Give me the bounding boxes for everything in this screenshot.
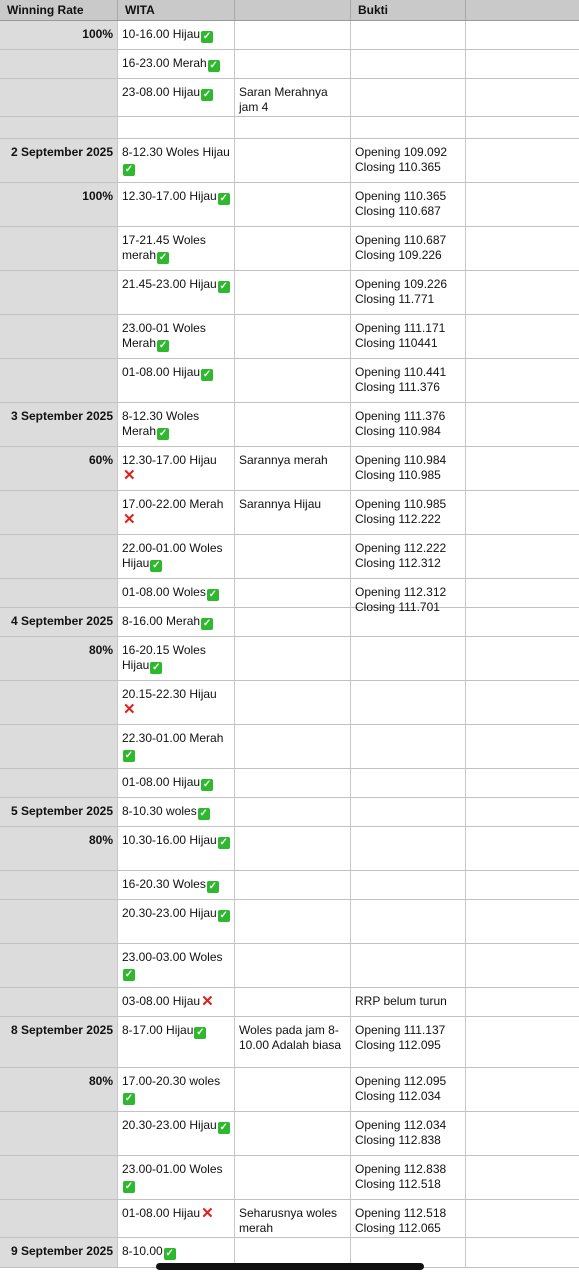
bukti-cell-text: Opening 112.838 Closing 112.518 bbox=[355, 1162, 447, 1191]
notes-cell[interactable] bbox=[235, 725, 351, 768]
bukti-cell[interactable] bbox=[351, 79, 466, 116]
check-mark-icon: ✓ bbox=[219, 281, 228, 292]
bukti-cell[interactable] bbox=[351, 871, 466, 899]
bukti-cell[interactable] bbox=[351, 315, 466, 358]
bukti-cell[interactable] bbox=[351, 1156, 466, 1199]
winning-rate-cell-text: 100% bbox=[82, 189, 113, 203]
bukti-cell[interactable] bbox=[351, 491, 466, 534]
wita-cell-text: 01-08.00 Woles bbox=[122, 585, 206, 599]
check-mark-icon: ✓ bbox=[158, 340, 168, 351]
wita-cell[interactable] bbox=[118, 944, 235, 987]
wita-cell[interactable] bbox=[118, 1112, 235, 1155]
winning-rate-cell[interactable] bbox=[0, 798, 118, 826]
wita-cell[interactable] bbox=[118, 900, 235, 943]
notes-cell[interactable] bbox=[235, 403, 351, 446]
notes-cell[interactable] bbox=[235, 798, 351, 826]
winning-rate-cell[interactable] bbox=[0, 447, 118, 490]
bukti-cell[interactable] bbox=[351, 681, 466, 724]
notes-cell[interactable] bbox=[235, 637, 351, 680]
check-mark-icon: ✓ bbox=[219, 193, 228, 204]
notes-cell[interactable] bbox=[235, 769, 351, 797]
wita-cell-text: 01-08.00 Hijau bbox=[122, 775, 201, 789]
notes-cell[interactable] bbox=[235, 535, 351, 578]
wita-cell[interactable] bbox=[118, 403, 235, 446]
bukti-cell[interactable] bbox=[351, 21, 466, 49]
winning-rate-cell-text: 3 September 2025 bbox=[10, 409, 113, 423]
table-row bbox=[0, 403, 579, 447]
check-mark-icon: ✓ bbox=[124, 1093, 134, 1104]
table-row bbox=[0, 1156, 579, 1200]
wita-cell[interactable] bbox=[118, 1068, 235, 1111]
empty-cell[interactable] bbox=[466, 227, 579, 270]
wita-cell[interactable] bbox=[118, 1200, 235, 1237]
empty-cell[interactable] bbox=[466, 183, 579, 226]
empty-cell[interactable] bbox=[466, 725, 579, 768]
table-row bbox=[0, 579, 579, 614]
empty-cell[interactable] bbox=[466, 1238, 579, 1267]
table-row bbox=[0, 359, 579, 403]
empty-cell[interactable] bbox=[466, 359, 579, 402]
wita-cell-text: 23.00-01.00 Woles bbox=[122, 1162, 223, 1176]
bukti-cell[interactable] bbox=[351, 535, 466, 578]
empty-cell[interactable] bbox=[466, 117, 579, 138]
wita-cell-text: 8-16.00 Merah bbox=[122, 614, 201, 628]
wita-cell-text: 12.30-17.00 Hijau bbox=[122, 453, 217, 467]
bukti-cell[interactable] bbox=[351, 608, 466, 636]
notes-cell[interactable] bbox=[235, 1068, 351, 1111]
notes-cell[interactable] bbox=[235, 827, 351, 870]
notes-cell-text: Sarannya Hijau bbox=[239, 497, 322, 511]
bukti-cell[interactable] bbox=[351, 117, 466, 138]
wita-cell-text: 20.30-23.00 Hijau bbox=[122, 1118, 217, 1132]
cross-mark-icon: ✕ bbox=[201, 993, 214, 1010]
empty-cell[interactable] bbox=[466, 1068, 579, 1111]
winning-rate-cell-text: 4 September 2025 bbox=[10, 614, 113, 628]
wita-cell-text: 22.00-01.00 Woles Hijau bbox=[122, 541, 223, 570]
wita-cell-text: 01-08.00 Hijau bbox=[122, 365, 201, 379]
table-row bbox=[0, 900, 579, 944]
wita-cell-text: 01-08.00 Hijau bbox=[122, 1206, 201, 1220]
wita-cell[interactable] bbox=[118, 50, 235, 78]
wita-cell-text: 17.00-20.30 woles bbox=[122, 1074, 221, 1088]
winning-rate-cell[interactable] bbox=[0, 900, 118, 943]
wita-cell-text: 20.15-22.30 Hijau bbox=[122, 687, 217, 701]
wita-cell-text: 03-08.00 Hijau bbox=[122, 994, 201, 1008]
notes-cell[interactable] bbox=[235, 271, 351, 314]
empty-cell[interactable] bbox=[466, 900, 579, 943]
wita-cell[interactable] bbox=[118, 271, 235, 314]
check-mark-icon: ✓ bbox=[196, 1027, 205, 1038]
table-row bbox=[0, 79, 579, 117]
wita-cell-text: 23.00-03.00 Woles bbox=[122, 950, 223, 964]
empty-cell[interactable] bbox=[466, 50, 579, 78]
check-mark-icon: ✓ bbox=[202, 31, 212, 42]
winning-rate-cell[interactable] bbox=[0, 1238, 118, 1267]
check-mark-icon: ✓ bbox=[209, 60, 218, 71]
bukti-cell[interactable] bbox=[351, 1200, 466, 1237]
header-winning-rate[interactable]: Winning Rate bbox=[0, 0, 118, 20]
notes-cell[interactable] bbox=[235, 1156, 351, 1199]
wita-cell[interactable] bbox=[118, 139, 235, 182]
notes-cell[interactable] bbox=[235, 871, 351, 899]
winning-rate-cell-text: 8 September 2025 bbox=[10, 1023, 113, 1037]
check-mark-icon: ✓ bbox=[202, 618, 212, 629]
bukti-cell-text: Opening 112.518 Closing 112.065 bbox=[355, 1206, 447, 1235]
wita-cell-text: 16-20.15 Woles Hijau bbox=[122, 643, 206, 672]
notes-cell[interactable] bbox=[235, 608, 351, 636]
winning-rate-cell[interactable] bbox=[0, 608, 118, 636]
notes-cell[interactable] bbox=[235, 1200, 351, 1237]
bukti-cell[interactable] bbox=[351, 637, 466, 680]
table-row bbox=[0, 1068, 579, 1112]
wita-cell[interactable] bbox=[118, 359, 235, 402]
wita-cell-text: 23.00-01 Woles Merah bbox=[122, 321, 206, 350]
winning-rate-cell[interactable] bbox=[0, 1017, 118, 1067]
wita-cell-text: 16-20.30 Woles bbox=[122, 877, 206, 891]
table-row bbox=[0, 117, 579, 139]
winning-rate-cell[interactable] bbox=[0, 403, 118, 446]
winning-rate-cell[interactable] bbox=[0, 827, 118, 870]
bukti-cell[interactable] bbox=[351, 988, 466, 1016]
notes-cell[interactable] bbox=[235, 315, 351, 358]
notes-cell[interactable] bbox=[235, 139, 351, 182]
empty-cell[interactable] bbox=[466, 491, 579, 534]
bukti-cell[interactable] bbox=[351, 1017, 466, 1067]
wita-cell[interactable] bbox=[118, 637, 235, 680]
winning-rate-cell[interactable] bbox=[0, 988, 118, 1016]
cross-mark-icon: ✕ bbox=[123, 511, 136, 528]
winning-rate-cell-text: 60% bbox=[88, 453, 113, 467]
empty-cell[interactable] bbox=[466, 827, 579, 870]
table-row bbox=[0, 491, 579, 535]
winning-rate-cell[interactable] bbox=[0, 535, 118, 578]
bukti-cell-text: Opening 109.092 Closing 110.365 bbox=[355, 145, 448, 174]
winning-rate-cell[interactable] bbox=[0, 944, 118, 987]
cross-mark-icon: ✕ bbox=[201, 1205, 214, 1222]
winning-rate-cell[interactable] bbox=[0, 359, 118, 402]
empty-cell[interactable] bbox=[466, 271, 579, 314]
winning-rate-cell-text: 9 September 2025 bbox=[10, 1244, 113, 1258]
wita-cell-text: 22.30-01.00 Merah bbox=[122, 731, 224, 745]
check-mark-icon: ✓ bbox=[202, 779, 212, 790]
notes-cell-text: Sarannya merah bbox=[239, 453, 328, 467]
empty-cell[interactable] bbox=[466, 769, 579, 797]
wita-cell[interactable] bbox=[118, 491, 235, 534]
wita-cell-text: 20.30-23.00 Hijau bbox=[122, 906, 217, 920]
bukti-cell-text: Opening 112.222 Closing 112.312 bbox=[355, 541, 447, 570]
empty-cell[interactable] bbox=[466, 944, 579, 987]
wita-cell[interactable] bbox=[118, 79, 235, 116]
table-row bbox=[0, 183, 579, 227]
empty-cell[interactable] bbox=[466, 681, 579, 724]
bukti-cell-text: Opening 111.171 Closing 110441 bbox=[355, 321, 446, 350]
winning-rate-cell[interactable] bbox=[0, 491, 118, 534]
empty-cell[interactable] bbox=[466, 403, 579, 446]
wita-cell[interactable] bbox=[118, 1017, 235, 1067]
bukti-cell[interactable] bbox=[351, 50, 466, 78]
empty-cell[interactable] bbox=[466, 139, 579, 182]
bukti-cell-text: Opening 112.312 Closing 111.701 bbox=[355, 585, 447, 614]
empty-cell[interactable] bbox=[466, 535, 579, 578]
table-row bbox=[0, 1200, 579, 1238]
bukti-cell[interactable] bbox=[351, 944, 466, 987]
check-mark-icon: ✓ bbox=[199, 808, 208, 819]
winning-rate-cell[interactable] bbox=[0, 50, 118, 78]
winning-rate-cell[interactable] bbox=[0, 183, 118, 226]
table-row bbox=[0, 227, 579, 271]
winning-rate-cell[interactable] bbox=[0, 21, 118, 49]
wita-cell[interactable] bbox=[118, 183, 235, 226]
wita-cell[interactable] bbox=[118, 315, 235, 358]
bukti-cell-text: Opening 109.226 Closing 11.771 bbox=[355, 277, 448, 306]
header-wita[interactable]: WITA bbox=[118, 0, 235, 20]
check-mark-icon: ✓ bbox=[124, 969, 134, 980]
empty-cell[interactable] bbox=[466, 79, 579, 116]
winning-rate-cell[interactable] bbox=[0, 579, 118, 607]
bukti-cell[interactable] bbox=[351, 359, 466, 402]
table-row bbox=[0, 21, 579, 50]
table-row bbox=[0, 447, 579, 491]
notes-cell[interactable] bbox=[235, 50, 351, 78]
wita-cell[interactable] bbox=[118, 535, 235, 578]
bukti-cell-text: Opening 111.376 Closing 110.984 bbox=[355, 409, 446, 438]
table-row bbox=[0, 725, 579, 769]
winning-rate-cell[interactable] bbox=[0, 681, 118, 724]
notes-cell[interactable] bbox=[235, 1112, 351, 1155]
bukti-cell[interactable] bbox=[351, 769, 466, 797]
table-row bbox=[0, 1112, 579, 1156]
wita-cell[interactable] bbox=[118, 21, 235, 49]
table-row bbox=[0, 681, 579, 725]
table-row bbox=[0, 769, 579, 798]
notes-cell[interactable] bbox=[235, 117, 351, 138]
wita-cell[interactable] bbox=[118, 988, 235, 1016]
wita-cell[interactable] bbox=[118, 769, 235, 797]
wita-cell-text: 8-10.30 woles bbox=[122, 804, 197, 818]
wita-cell-text: 17-21.45 Woles merah bbox=[122, 233, 206, 262]
check-mark-icon: ✓ bbox=[152, 662, 161, 673]
empty-cell[interactable] bbox=[466, 798, 579, 826]
table-row bbox=[0, 1017, 579, 1068]
empty-cell[interactable] bbox=[466, 988, 579, 1016]
check-mark-icon: ✓ bbox=[219, 837, 228, 848]
winning-rate-cell[interactable] bbox=[0, 637, 118, 680]
bukti-cell[interactable] bbox=[351, 579, 466, 614]
wita-cell-text: 17.00-22.00 Merah bbox=[122, 497, 224, 511]
bukti-cell[interactable] bbox=[351, 227, 466, 270]
check-mark-icon: ✓ bbox=[124, 164, 134, 175]
empty-cell[interactable] bbox=[466, 579, 579, 607]
table-row bbox=[0, 637, 579, 681]
wita-cell-text: 12.30-17.00 Hijau bbox=[122, 189, 217, 203]
header-extra[interactable] bbox=[466, 0, 579, 20]
wita-cell-text: 10-16.00 Hijau bbox=[122, 27, 201, 41]
notes-cell[interactable] bbox=[235, 183, 351, 226]
wita-cell-text: 8-10.00 bbox=[122, 1244, 163, 1258]
notes-cell[interactable] bbox=[235, 579, 351, 607]
winning-rate-cell[interactable] bbox=[0, 227, 118, 270]
notes-cell[interactable] bbox=[235, 491, 351, 534]
notes-cell[interactable] bbox=[235, 681, 351, 724]
wita-cell[interactable] bbox=[118, 1156, 235, 1199]
bukti-cell[interactable] bbox=[351, 403, 466, 446]
empty-cell[interactable] bbox=[466, 315, 579, 358]
notes-cell-text: Woles pada jam 8-10.00 Adalah biasa bbox=[239, 1023, 342, 1052]
winning-rate-cell[interactable] bbox=[0, 315, 118, 358]
bukti-cell[interactable] bbox=[351, 447, 466, 490]
winning-rate-cell[interactable] bbox=[0, 117, 118, 138]
winning-rate-cell-text: 5 September 2025 bbox=[10, 804, 113, 818]
bukti-cell[interactable] bbox=[351, 725, 466, 768]
bukti-cell-text: Opening 110.984 Closing 110.985 bbox=[355, 453, 447, 482]
empty-cell[interactable] bbox=[466, 1200, 579, 1237]
table-row bbox=[0, 315, 579, 359]
wita-cell-text: 21.45-23.00 Hijau bbox=[122, 277, 217, 291]
bukti-cell[interactable] bbox=[351, 827, 466, 870]
empty-cell[interactable] bbox=[466, 1017, 579, 1067]
bukti-cell-text: RRP belum turun bbox=[355, 994, 447, 1008]
notes-cell-text: Seharusnya woles merah bbox=[239, 1206, 338, 1235]
notes-cell[interactable] bbox=[235, 944, 351, 987]
table-row bbox=[0, 50, 579, 79]
winning-rate-cell-text: 80% bbox=[88, 643, 113, 657]
winning-rate-cell[interactable] bbox=[0, 1156, 118, 1199]
winning-rate-cell[interactable] bbox=[0, 769, 118, 797]
winning-rate-cell[interactable] bbox=[0, 871, 118, 899]
notes-cell[interactable] bbox=[235, 79, 351, 116]
wita-cell-text: 23-08.00 Hijau bbox=[122, 85, 201, 99]
check-mark-icon: ✓ bbox=[158, 428, 168, 439]
empty-cell[interactable] bbox=[466, 447, 579, 490]
bukti-cell-text: Opening 112.034 Closing 112.838 bbox=[355, 1118, 447, 1147]
bukti-cell-text: Opening 110.687 Closing 109.226 bbox=[355, 233, 447, 262]
table-row bbox=[0, 988, 579, 1017]
winning-rate-cell-text: 2 September 2025 bbox=[10, 145, 113, 159]
notes-cell[interactable] bbox=[235, 227, 351, 270]
table-row bbox=[0, 827, 579, 871]
winning-rate-cell[interactable] bbox=[0, 139, 118, 182]
wita-cell-text: 16-23.00 Merah bbox=[122, 56, 207, 70]
wita-cell[interactable] bbox=[118, 579, 235, 607]
winning-rate-cell-text: 100% bbox=[82, 27, 113, 41]
wita-cell-text: 8-17.00 Hijau bbox=[122, 1023, 194, 1037]
cross-mark-icon: ✕ bbox=[123, 701, 136, 718]
check-mark-icon: ✓ bbox=[202, 89, 212, 100]
table-row bbox=[0, 798, 579, 827]
header-row bbox=[0, 0, 579, 21]
table-row bbox=[0, 944, 579, 988]
bukti-cell-text: Opening 112.095 Closing 112.034 bbox=[355, 1074, 447, 1103]
bukti-cell-text: Opening 110.365 Closing 110.687 bbox=[355, 189, 447, 218]
table-row bbox=[0, 139, 579, 183]
empty-cell[interactable] bbox=[466, 21, 579, 49]
table-row bbox=[0, 871, 579, 900]
notes-cell[interactable] bbox=[235, 900, 351, 943]
bukti-cell-text: Opening 110.985 Closing 112.222 bbox=[355, 497, 447, 526]
check-mark-icon: ✓ bbox=[202, 369, 212, 380]
wita-cell[interactable] bbox=[118, 725, 235, 768]
wita-cell-text: 8-12.30 Woles Merah bbox=[122, 409, 200, 438]
bukti-cell[interactable] bbox=[351, 271, 466, 314]
wita-cell[interactable] bbox=[118, 117, 235, 138]
winning-rate-cell[interactable] bbox=[0, 1112, 118, 1155]
bukti-cell[interactable] bbox=[351, 139, 466, 182]
wita-cell[interactable] bbox=[118, 608, 235, 636]
check-mark-icon: ✓ bbox=[165, 1248, 174, 1259]
empty-cell[interactable] bbox=[466, 608, 579, 636]
wita-cell[interactable] bbox=[118, 227, 235, 270]
notes-cell[interactable] bbox=[235, 359, 351, 402]
notes-cell[interactable] bbox=[235, 447, 351, 490]
bukti-cell[interactable] bbox=[351, 183, 466, 226]
bukti-cell[interactable] bbox=[351, 900, 466, 943]
check-mark-icon: ✓ bbox=[208, 589, 218, 600]
winning-rate-cell-text: 80% bbox=[88, 1074, 113, 1088]
check-mark-icon: ✓ bbox=[124, 750, 134, 761]
wita-cell[interactable] bbox=[118, 827, 235, 870]
empty-cell[interactable] bbox=[466, 1112, 579, 1155]
bukti-cell[interactable] bbox=[351, 1112, 466, 1155]
winning-rate-cell[interactable] bbox=[0, 725, 118, 768]
empty-cell[interactable] bbox=[466, 871, 579, 899]
winning-rate-cell-text: 80% bbox=[88, 833, 113, 847]
wita-cell[interactable] bbox=[118, 871, 235, 899]
home-indicator[interactable] bbox=[156, 1263, 424, 1270]
table-body bbox=[0, 21, 579, 1268]
wita-cell-text: 8-12.30 Woles Hijau bbox=[122, 145, 230, 159]
bukti-cell-text: Opening 111.137 Closing 112.095 bbox=[355, 1023, 446, 1052]
check-mark-icon: ✓ bbox=[219, 910, 228, 921]
wita-cell-text: 10.30-16.00 Hijau bbox=[122, 833, 217, 847]
bukti-cell-text: Opening 110.441 Closing 111.376 bbox=[355, 365, 447, 394]
bukti-cell[interactable] bbox=[351, 798, 466, 826]
check-mark-icon: ✓ bbox=[124, 1181, 134, 1192]
wita-cell[interactable] bbox=[118, 447, 235, 490]
empty-cell[interactable] bbox=[466, 637, 579, 680]
empty-cell[interactable] bbox=[466, 1156, 579, 1199]
notes-cell[interactable] bbox=[235, 988, 351, 1016]
notes-cell[interactable] bbox=[235, 1017, 351, 1067]
check-mark-icon: ✓ bbox=[208, 881, 218, 892]
notes-cell[interactable] bbox=[235, 21, 351, 49]
check-mark-icon: ✓ bbox=[219, 1122, 228, 1133]
winning-rate-cell[interactable] bbox=[0, 79, 118, 116]
winning-rate-cell[interactable] bbox=[0, 1200, 118, 1237]
table-row bbox=[0, 608, 579, 637]
wita-cell[interactable] bbox=[118, 681, 235, 724]
header-notes[interactable] bbox=[235, 0, 351, 20]
table-row bbox=[0, 271, 579, 315]
table-row bbox=[0, 535, 579, 579]
cross-mark-icon: ✕ bbox=[123, 467, 136, 484]
check-mark-icon: ✓ bbox=[152, 560, 161, 571]
notes-cell-text: Saran Merahnya jam 4 bbox=[239, 85, 328, 114]
winning-rate-cell[interactable] bbox=[0, 271, 118, 314]
wita-cell[interactable] bbox=[118, 798, 235, 826]
header-bukti[interactable]: Bukti bbox=[351, 0, 466, 20]
winning-rate-cell[interactable] bbox=[0, 1068, 118, 1111]
bukti-cell[interactable] bbox=[351, 1068, 466, 1111]
check-mark-icon: ✓ bbox=[158, 252, 168, 263]
